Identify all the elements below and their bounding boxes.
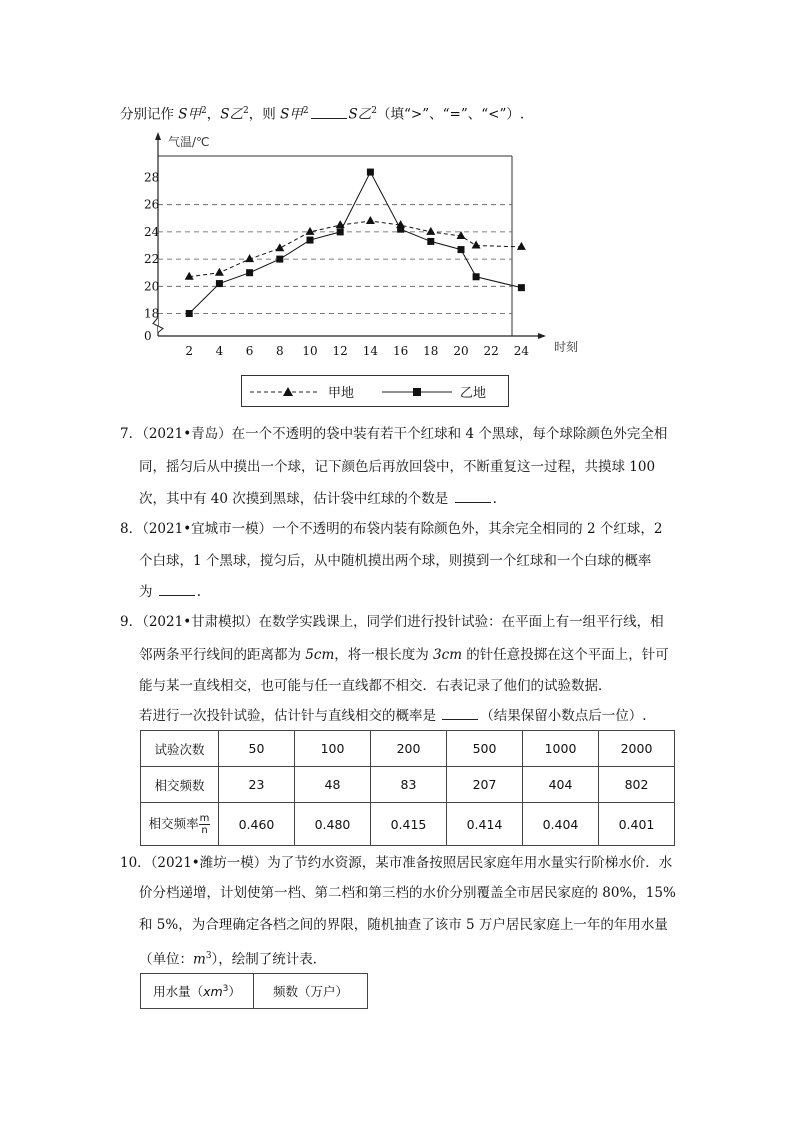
q9-line2-text-a: 邻两条平行线间的距离都为 <box>139 647 306 663</box>
q10-line4-text-b: ），绘制了统计表． <box>211 951 327 968</box>
q8-answer-blank[interactable] <box>159 581 195 596</box>
x-tick-label: 6 <box>245 344 254 358</box>
x-tick-label: 16 <box>392 344 409 358</box>
table-cell: 0.480 <box>295 803 371 846</box>
header-frequency: 频数（万户） <box>254 974 368 1009</box>
s-yi-2: S乙 <box>348 106 372 123</box>
intro-text: 分别记作 <box>120 106 179 123</box>
data-point-yi <box>307 237 314 244</box>
frequency-label-text: 相交频率 <box>148 815 199 831</box>
x-tick-label: 8 <box>275 344 284 358</box>
table-cell: 48 <box>295 767 371 803</box>
data-point-yi <box>216 280 223 287</box>
x-tick-label: 10 <box>302 344 318 358</box>
x-axis-label: 时刻 <box>554 340 579 354</box>
q9-line4 <box>139 705 647 726</box>
fraction-m-over-n <box>199 813 211 836</box>
header-usage-close: ） <box>228 984 241 999</box>
q9-line2-text-c: 的针任意投掷在这个平面上，针可 <box>462 647 669 663</box>
header-usage-var: xm <box>203 984 223 999</box>
data-point-yi <box>276 256 283 263</box>
x-tick-label: 14 <box>362 344 379 358</box>
table-row <box>141 767 675 803</box>
x-tick-label: 22 <box>483 344 499 358</box>
needle-trial-table <box>140 730 675 846</box>
y-axis-label: 气温/℃ <box>168 135 210 149</box>
y-tick-label: 22 <box>144 252 160 267</box>
table-cell: 0.460 <box>219 803 295 846</box>
q10-line1: 10．（2021•潍坊一模）为了节约水资源，某市准备按照居民家庭年用水量实行阶梯水价．水 <box>120 855 673 871</box>
data-point-jia <box>275 243 284 251</box>
q7-line3-text: 次，其中有 40 次摸到黑球，估计袋中红球的个数是 <box>139 491 453 507</box>
table-cell: 802 <box>599 767 675 803</box>
x-tick-label: 20 <box>453 344 469 358</box>
y-axis-arrow-icon <box>155 132 161 140</box>
row-label-frequency <box>141 803 219 846</box>
q9-answer-blank[interactable] <box>442 705 478 720</box>
table-cell: 0.415 <box>371 803 447 846</box>
q7-line1: 7．（2021•青岛）在一个不透明的袋中装有若干个红球和 4 个黑球，每个球除颜色外完全相 <box>120 426 668 442</box>
y-tick-label: 28 <box>144 170 160 185</box>
legend-square-icon <box>413 388 421 396</box>
answer-blank[interactable] <box>311 104 347 119</box>
x-tick-label: 2 <box>185 344 194 358</box>
row-label-crossings: 相交频数 <box>141 767 219 803</box>
table-cell: 23 <box>219 767 295 803</box>
table-cell: 100 <box>295 731 371 767</box>
q10-unit: m <box>193 951 206 968</box>
legend-triangle-icon <box>283 387 293 396</box>
s-jia-2: S甲 <box>280 106 303 123</box>
header-usage: 用水量$(xm^3)$ <box>141 974 254 1009</box>
q9-line2-text-b: ，将一根长度为 <box>334 647 434 663</box>
water-usage-table <box>140 973 368 1009</box>
q8-line1: 8．（2021•宜城市一模）一个不透明的布袋内装有除颜色外，其余完全相同的 2 个红球，2 <box>120 521 663 537</box>
q9-needle-length: 3cm <box>433 647 462 663</box>
legend-yi-label: 乙地 <box>460 386 487 401</box>
q7-line2: 同，摇匀后从中摸出一个球，记下颜色后再放回袋中，不断重复这一过程，共摸球 100 <box>139 459 656 475</box>
q8-line3 <box>139 581 201 602</box>
data-point-yi <box>367 169 374 176</box>
q10-line3: 和 5%，为合理确定各档之间的界限，随机抽查了该市 5 万户居民家庭上一年的年用水量 <box>139 917 668 933</box>
y-tick-label: 26 <box>144 197 160 212</box>
q9-line4-hint: （结果保留小数点后一位）. <box>480 708 647 724</box>
table-cell: 2000 <box>599 731 675 767</box>
data-point-jia <box>366 216 375 224</box>
table-cell: 0.401 <box>599 803 675 846</box>
fraction-denominator: n <box>201 824 208 836</box>
data-point-yi <box>337 228 344 235</box>
q9-line2 <box>139 645 669 665</box>
s-jia: S甲 <box>178 106 202 123</box>
chart-legend <box>241 375 509 407</box>
q10-line4: （单位：$m^3$），绘制了统计表． <box>139 951 327 968</box>
intro-line: 分别记作 S甲$^2$，S乙$^2$，则 S甲$^2$ S乙$^2$（填“>”、“=”、“<”）. <box>120 101 524 125</box>
then-text: ，则 <box>248 106 281 123</box>
data-point-jia <box>215 268 224 276</box>
s-yi: S乙 <box>220 106 244 123</box>
table-cell: 0.404 <box>523 803 599 846</box>
temperature-chart <box>140 128 579 363</box>
data-point-yi <box>473 273 480 280</box>
data-point-jia <box>426 227 435 235</box>
y-tick-label: 0 <box>144 329 152 343</box>
y-tick-label: 18 <box>144 306 160 321</box>
q9-line4-text: 若进行一次投针试验，估计针与直线相交的概率是 <box>139 708 441 724</box>
data-point-yi <box>186 310 193 317</box>
data-point-jia <box>517 242 526 250</box>
x-tick-label: 12 <box>332 344 348 358</box>
fraction-numerator: m <box>199 812 210 824</box>
data-point-yi <box>397 226 404 233</box>
q10-line2: 价分档递增，计划使第一档、第二档和第三档的水价分别覆盖全市居民家庭的 80%，15% <box>139 885 676 901</box>
y-tick-label: 20 <box>144 279 160 294</box>
legend-graphics <box>242 376 508 406</box>
table-cell: 404 <box>523 767 599 803</box>
table-row <box>141 731 675 767</box>
q8-line2: 个白球，1 个黑球，搅匀后，从中随机摸出两个球，则摸到一个红球和一个白球的概率 <box>139 553 652 569</box>
data-point-yi <box>458 246 465 253</box>
q7-answer-blank[interactable] <box>455 488 491 503</box>
q8-period: . <box>196 584 202 600</box>
table-cell: 200 <box>371 731 447 767</box>
table-cell: 0.414 <box>447 803 523 846</box>
legend-jia-label: 甲地 <box>328 386 355 401</box>
q9-line1: 9．（2021•甘肃模拟）在数学实践课上，同学们进行投针试验：在平面上有一组平行线，相 <box>120 614 664 630</box>
y-tick-label: 24 <box>144 224 160 239</box>
x-tick-label: 4 <box>215 344 224 358</box>
x-tick-label: 24 <box>513 344 530 358</box>
table-cell: 207 <box>447 767 523 803</box>
table-row <box>141 974 368 1009</box>
fill-hint: （填“>”、“=”、“<”）. <box>377 106 525 123</box>
table-cell: 50 <box>219 731 295 767</box>
table-cell: 500 <box>447 731 523 767</box>
row-label-trials: 试验次数 <box>141 731 219 767</box>
q7-period: . <box>492 491 497 507</box>
data-point-yi <box>427 238 434 245</box>
q9-distance: 5cm <box>305 647 335 663</box>
data-point-yi <box>518 284 525 291</box>
q9-line3: 能与某一直线相交，也可能与任一直线都不相交．右表记录了他们的试验数据． <box>139 678 612 694</box>
x-tick-label: 18 <box>423 344 439 358</box>
q10-line4-text-a: （单位： <box>139 951 193 968</box>
table-cell: 83 <box>371 767 447 803</box>
table-row <box>141 803 675 846</box>
x-axis-arrow-icon <box>538 333 546 339</box>
q7-line3 <box>139 488 497 509</box>
q8-line3-text: 为 <box>139 584 157 600</box>
data-point-jia <box>472 241 481 249</box>
data-point-jia <box>336 220 345 228</box>
separator: ， <box>206 106 221 123</box>
table-cell: 1000 <box>523 731 599 767</box>
header-usage-text: 用水量（ <box>153 984 204 999</box>
data-point-yi <box>246 269 253 276</box>
data-point-jia <box>185 272 194 280</box>
